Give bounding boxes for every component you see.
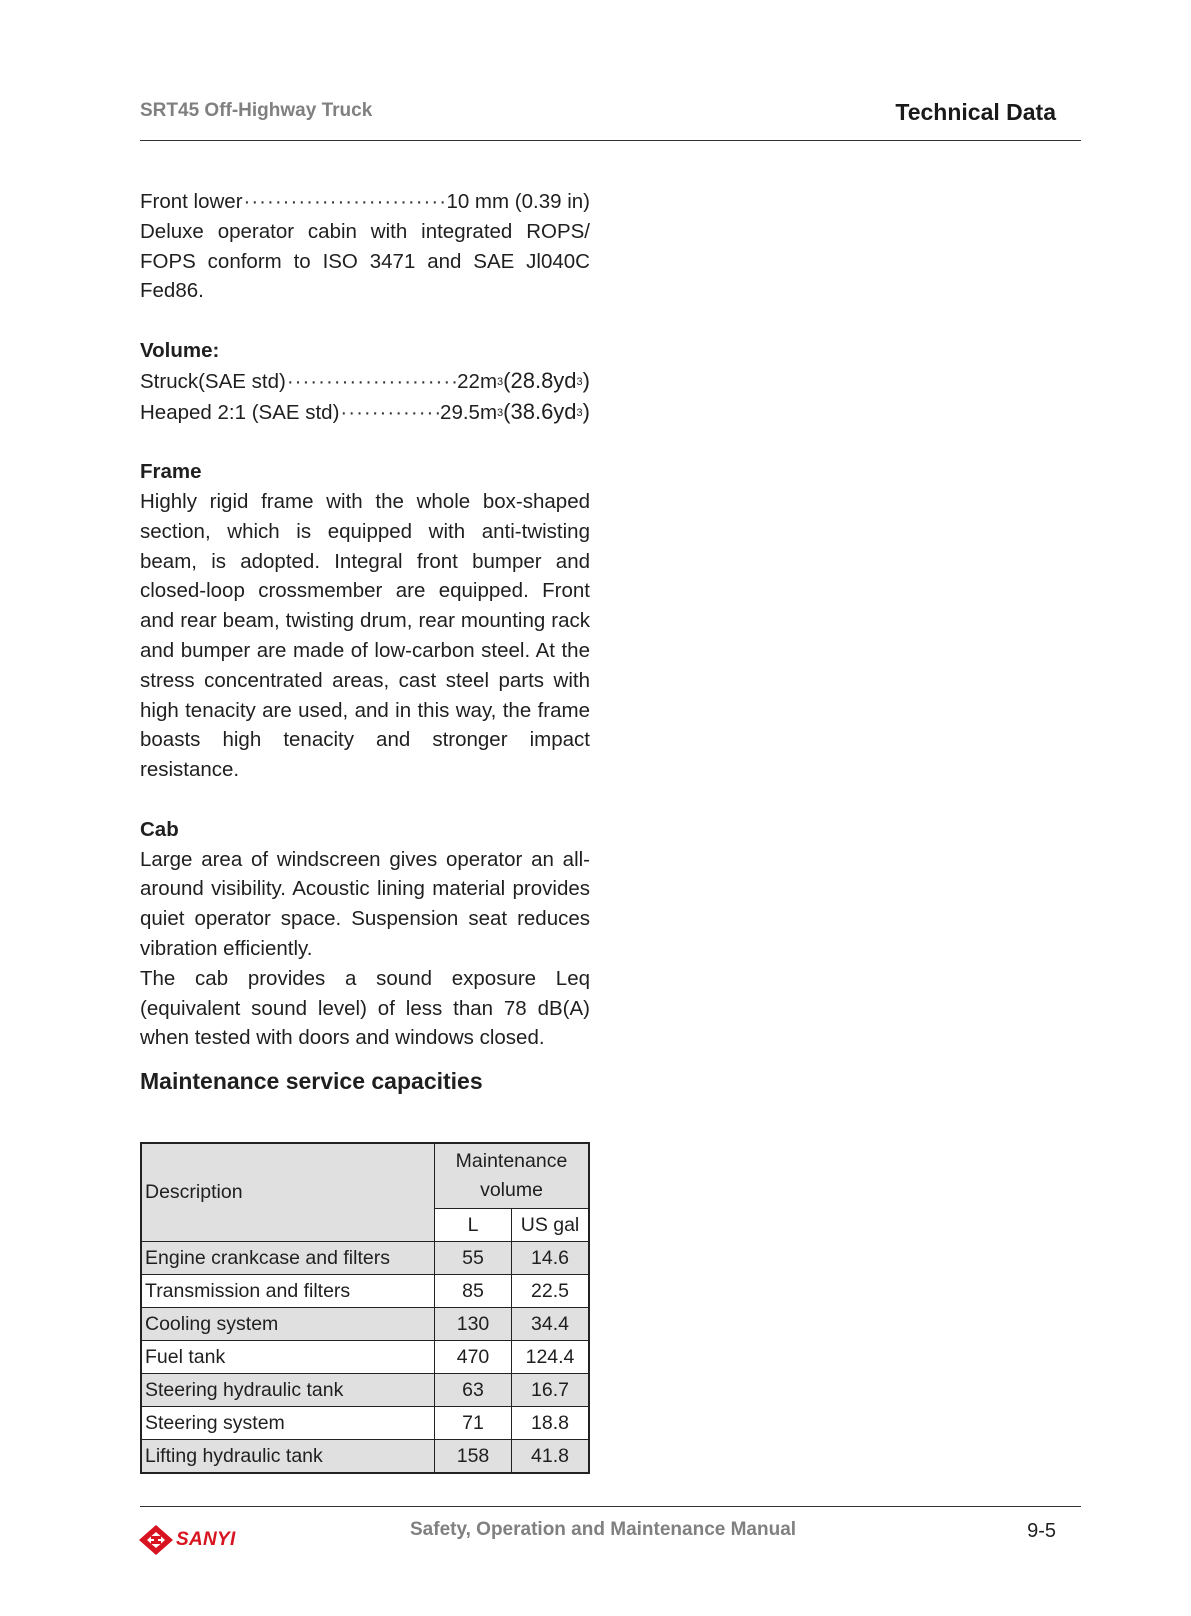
heaped-spec <box>140 397 590 428</box>
page-number: 9-5 <box>1027 1520 1056 1542</box>
table-row: Engine crankcase and filters 55 14.6 <box>141 1242 589 1275</box>
struck-spec <box>140 366 590 397</box>
front-lower-value: 10 mm (0.39 in) <box>446 190 590 213</box>
header-divider <box>140 140 1081 141</box>
leader-dots <box>244 187 446 217</box>
leader-dots <box>287 367 456 397</box>
main-text-column <box>140 187 590 1097</box>
table-row: Fuel tank 470 124.4 <box>141 1341 589 1374</box>
table-row: Transmission and filters 85 22.5 <box>141 1275 589 1308</box>
frame-description: Highly rigid frame with the whole box-shaped section, which is equipped with anti-twisting beam, is adopted. Integral front bumper and closed-loop crossmember are equipped. Front and rear beam, twisting drum, rear mounting rack and bumper are made of low-carbon steel. At the stress concentrated areas, cast steel parts with high tenacity are used, and in this way, the frame boasts high tenacity and stronger impact resistance. <box>140 489 590 782</box>
struck-value: $22m^3(28.8yd^3)$ <box>457 367 590 393</box>
leader-dots <box>340 398 439 428</box>
heaped-label: Heaped 2:1 (SAE std) <box>140 400 340 424</box>
table-row: Lifting hydraulic tank 158 41.8 <box>141 1440 589 1474</box>
header-document-title: SRT45 Off-Highway Truck <box>140 100 373 121</box>
sanyi-logo <box>139 1525 236 1555</box>
footer-divider <box>140 1506 1081 1507</box>
table-row: Steering system 71 18.8 <box>141 1407 589 1440</box>
col-liters: L <box>435 1209 512 1242</box>
col-description: Description <box>141 1143 435 1242</box>
struck-label: Struck(SAE std) <box>140 369 286 393</box>
table-row: Steering hydraulic tank 63 16.7 <box>141 1374 589 1407</box>
header-section-title: Technical Data <box>895 99 1056 125</box>
table-row: Cooling system 130 34.4 <box>141 1308 589 1341</box>
heaped-value: $29.5m^3(38.6yd^3)$ <box>440 398 590 424</box>
cabin-description: Deluxe operator cabin with integrated ROPS/ FOPS conform to ISO 3471 and SAE Jl040C Fed86. <box>140 219 590 303</box>
frame-heading: Frame <box>140 460 202 484</box>
volume-heading: Volume: <box>140 338 220 362</box>
cab-heading: Cab <box>140 817 179 841</box>
capacities-heading: Maintenance service capacities <box>140 1068 483 1095</box>
footer-manual-title: Safety, Operation and Maintenance Manual <box>410 1519 797 1540</box>
capacities-table <box>140 1142 590 1474</box>
front-lower-label: Front lower <box>140 190 243 213</box>
cab-description-2: The cab provides a sound exposure Leq (equivalent sound level) of less than 78 dB(A) when tested with doors and windows closed. <box>140 966 590 1050</box>
sanyi-logo-icon <box>139 1525 173 1555</box>
front-lower-spec <box>140 187 590 217</box>
col-maintenance-volume: Maintenance volume <box>435 1143 590 1209</box>
cab-description-1: Large area of windscreen gives operator an all-around visibility. Acoustic lining material provides quiet operator space. Suspension seat reduces vibration efficiently. <box>140 847 590 960</box>
logo-brand-text: SANYI <box>176 1529 236 1550</box>
col-us-gal: US gal <box>512 1209 590 1242</box>
table-header-row <box>141 1143 589 1209</box>
